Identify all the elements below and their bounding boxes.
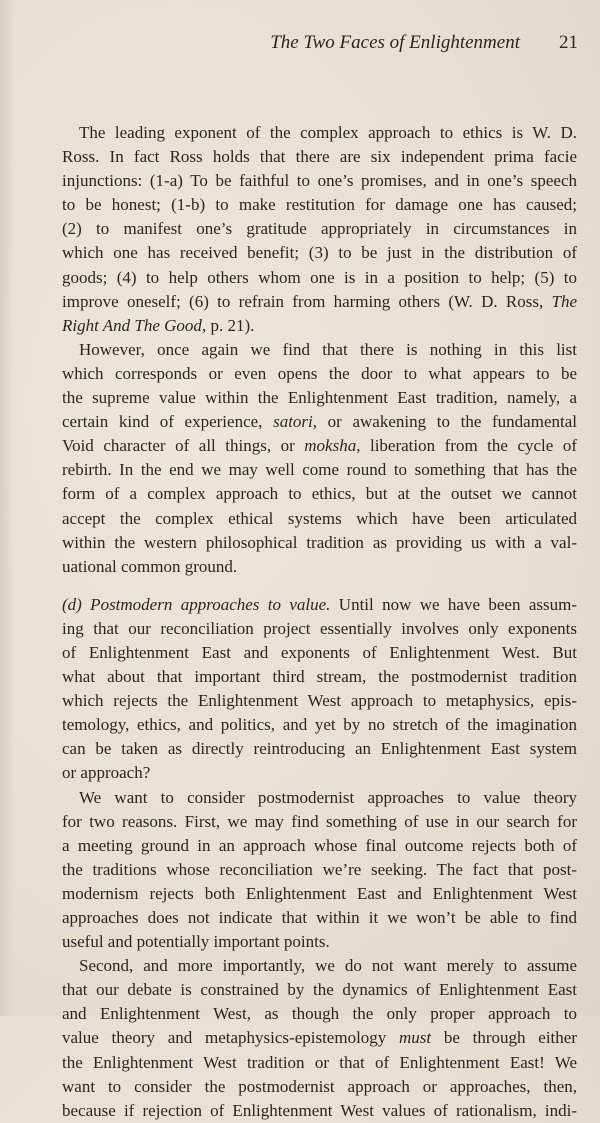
text-line [62,858,577,882]
text-run: the traditions whose reconciliation we’re seeking. The fact that post- [62,859,577,879]
text-line [62,665,577,689]
paragraph [62,954,577,1123]
text-run: rebirth. In the end we may well come round to something that has the [62,460,577,480]
italic-text: (d) Postmodern approaches to value. [62,594,331,614]
text-line [62,145,577,169]
text-line [62,193,577,217]
text-line [62,641,577,665]
text-line [62,1026,577,1050]
text-line [62,290,577,314]
text-run: Second, and more importantly, we do not want merely to assume [79,956,577,976]
text-run: ing that our reconciliation project essentially involves only exponents [62,618,577,638]
text-line [62,482,577,506]
text-line [62,169,577,193]
text-run: , liberation from the cycle of [356,436,577,456]
text-run: However, once again we find that there is nothing in this list [79,339,577,359]
text-line [62,241,577,265]
text-run: accept the complex ethical systems which have been articulated [62,508,577,528]
text-line [62,1051,577,1075]
text-line [62,689,577,713]
text-line [62,761,577,785]
paragraph [62,338,577,579]
page-number: 21 [559,32,578,53]
text-line [62,314,577,338]
text-line [62,617,577,641]
text-run: certain kind of experience, [62,412,274,432]
text-line [62,786,577,810]
text-run: We want to consider postmodernist approaches to value theory [79,787,577,807]
text-line [62,507,577,531]
text-run: be through either [431,1028,577,1048]
text-line [62,834,577,858]
text-line [62,930,577,954]
page-gutter-shadow [0,0,14,1016]
text-run: useful and potentially important points. [62,932,330,952]
text-run: what about that important third stream, the postmodernist tradition [62,667,577,687]
text-run: can be taken as directly reintroducing an Enlightenment East system [62,739,577,759]
text-line [62,978,577,1002]
text-line [62,954,577,978]
text-run: which one has received benefit; (3) to be just in the distribution of [62,243,577,263]
text-run: , p. 21). [201,315,255,335]
italic-text: moksha [304,436,357,456]
text-line [62,266,577,290]
text-run: which rejects the Enlightenment West approach to metaphysics, epis- [62,691,577,711]
text-run: within the western philosophical tradition as providing us with a val- [62,532,577,552]
text-run: improve oneself; (6) to refrain from harming others (W. D. Ross, [62,291,552,311]
italic-text: must [399,1028,432,1048]
text-run: Void character of all things, or [62,436,305,456]
text-run: temology, ethics, and politics, and yet by no stretch of the imagination [62,715,577,735]
text-line [62,217,577,241]
text-line [62,906,577,930]
text-line [62,713,577,737]
paragraph [62,786,577,955]
text-run: value theory and metaphysics-epistemology [62,1028,400,1048]
text-run: modernism rejects both Enlightenment East and Enlightenment West [62,883,577,903]
text-run: a meeting ground in an approach whose final outcome rejects both of [62,835,577,855]
text-line [62,531,577,555]
text-line [62,555,577,579]
text-line [62,1099,577,1123]
text-line [62,593,577,617]
text-run: to be honest; (1-b) to make restitution for damage one has caused; [62,195,577,215]
text-line [62,121,577,145]
text-run: Until now we have been assum- [330,594,577,614]
text-run: for two reasons. First, we may find something of use in our search for [62,811,577,831]
text-line [62,1075,577,1099]
text-line [62,386,577,410]
paragraph [62,593,577,786]
text-run: , or awakening to the fundamental [312,412,577,432]
text-run: Ross. In fact Ross holds that there are six independent prima facie [62,147,577,167]
italic-text: The [551,291,577,311]
text-line [62,737,577,761]
text-run: the supreme value within the Enlightenment East tradition, namely, a [62,388,577,408]
text-run: (2) to manifest one’s gratitude appropriately in circumstances in [62,219,577,239]
text-line [62,810,577,834]
text-line [62,362,577,386]
paragraph [62,121,577,338]
text-line [62,410,577,434]
text-run: injunctions: (1-a) To be faithful to one’s promises, and in one’s speech [62,171,577,191]
text-run: that our debate is constrained by the dynamics of Enlightenment East [62,980,577,1000]
text-run: uational common ground. [62,556,238,576]
text-line [62,882,577,906]
text-run: and Enlightenment West, as though the only proper approach to [62,1004,577,1024]
text-run: the Enlightenment West tradition or that of Enlightenment East! We [62,1052,577,1072]
text-line [62,1002,577,1026]
text-run: of Enlightenment East and exponents of Enlightenment West. But [62,642,577,662]
paragraph-gap [62,579,577,593]
italic-text: Right And The Good [62,315,202,335]
running-header [0,32,600,58]
body-text [62,121,577,1123]
italic-text: satori [273,412,313,432]
running-title: The Two Faces of Enlightenment [270,32,520,53]
text-run: The leading exponent of the complex approach to ethics is W. D. [79,123,577,142]
text-line [62,338,577,362]
text-line [62,434,577,458]
text-line [62,458,577,482]
text-run: want to consider the postmodernist approach or approaches, then, [62,1076,577,1096]
text-run: form of a complex approach to ethics, but at the outset we cannot [62,484,577,504]
text-run: or approach? [62,763,151,783]
text-run: goods; (4) to help others whom one is in a position to help; (5) to [62,267,577,287]
text-run: because if rejection of Enlightenment West values of rationalism, indi- [62,1100,577,1120]
text-run: which corresponds or even opens the door to what appears to be [62,363,577,383]
text-run: approaches does not indicate that within it we won’t be able to find [62,908,577,927]
